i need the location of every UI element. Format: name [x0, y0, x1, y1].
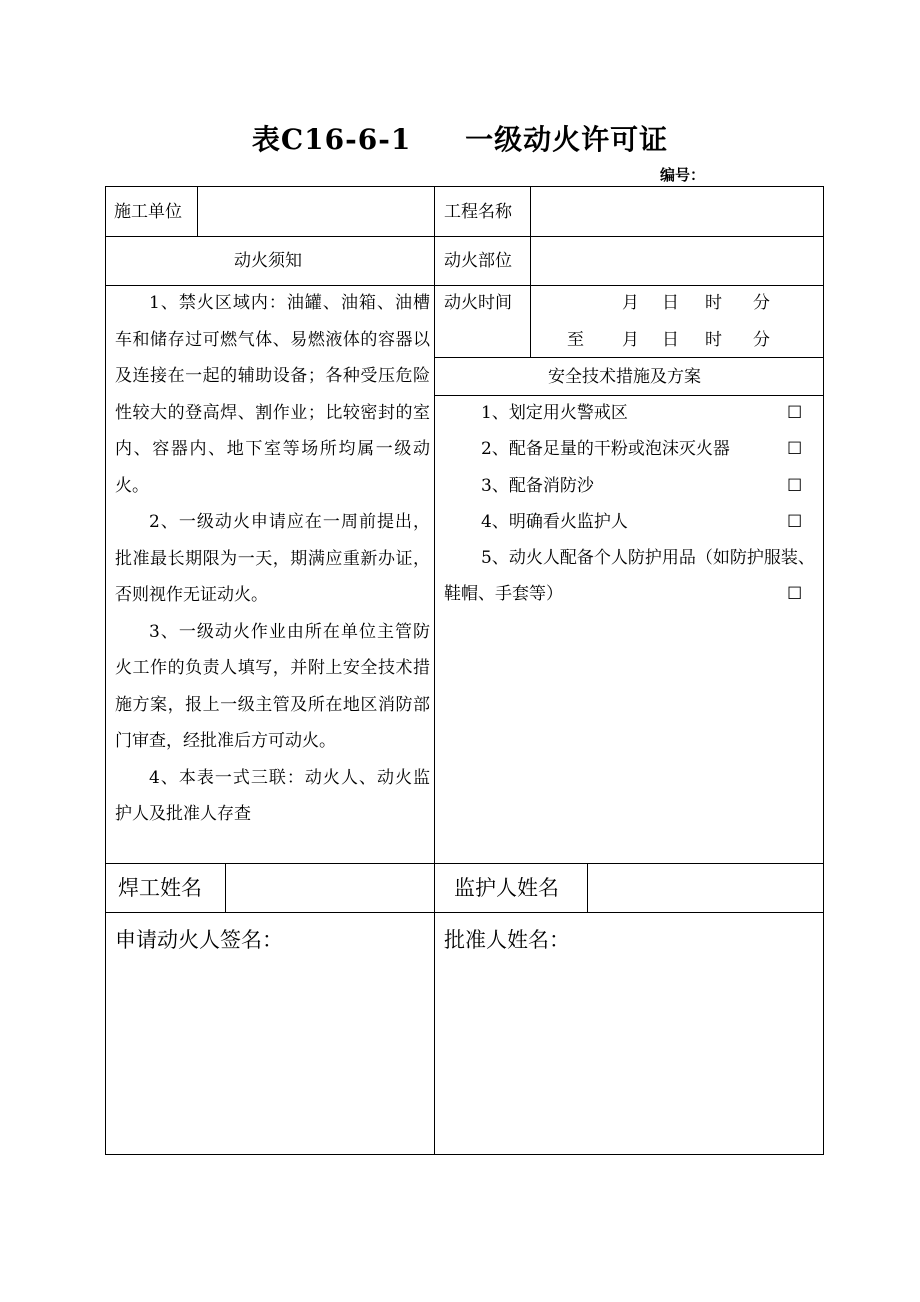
- column-divider-welder: [225, 863, 226, 912]
- fire-time-label: 动火时间: [444, 293, 512, 313]
- safety-item: 4、明确看火监护人: [481, 512, 628, 532]
- table-border-left: [105, 186, 106, 1155]
- row-divider-1: [105, 236, 824, 237]
- notice-paragraph: 3、一级动火作业由所在单位主管防火工作的负责人填写，并附上安全技术措施方案，报上一级主管及所在地区消防部门审查，经批准后方可动火。: [115, 621, 430, 751]
- time-to: 至: [567, 330, 584, 350]
- notice-paragraph: 1、禁火区域内：油罐、油箱、油槽车和储存过可燃气体、易燃液体的容器以及连接在一起的辅助设备；各种受压危险性较大的登高焊、割作业；比较密封的室内、容器内、地下室等场所均属一级动火。: [115, 293, 430, 496]
- time-minute: 分: [753, 293, 770, 313]
- fire-location-label: 动火部位: [444, 251, 512, 271]
- approver-name-label: 批准人姓名：: [444, 928, 570, 952]
- notice-paragraph: 4、本表一式三联：动火人、动火监护人及批准人存查: [115, 767, 430, 824]
- column-divider-unit: [197, 186, 198, 236]
- document-title: 表C16-6-1 一级动火许可证: [251, 123, 669, 156]
- safety-checkbox-1[interactable]: ☐: [787, 403, 803, 423]
- table-border-bottom: [105, 1154, 824, 1155]
- column-divider-guardian: [587, 863, 588, 912]
- project-name-label: 工程名称: [444, 202, 512, 222]
- row-divider-time: [434, 357, 824, 358]
- table-border-right: [823, 186, 824, 1155]
- safety-item: 鞋帽、手套等）: [444, 584, 563, 604]
- welder-name-label: 焊工姓名: [118, 876, 202, 900]
- applicant-signature-label: 申请动火人签名：: [115, 928, 283, 952]
- safety-item: 3、配备消防沙: [481, 476, 594, 496]
- time-end-day: 日: [662, 330, 679, 350]
- safety-checkbox-3[interactable]: ☐: [787, 476, 803, 496]
- column-divider-middle: [434, 186, 435, 1155]
- fire-notice-heading: 动火须知: [234, 251, 302, 271]
- safety-measures-heading: 安全技术措施及方案: [548, 367, 701, 387]
- time-hour: 时: [705, 293, 722, 313]
- safety-checkbox-4[interactable]: ☐: [787, 512, 803, 532]
- column-divider-right-label: [530, 186, 531, 357]
- row-divider-safety: [434, 395, 824, 396]
- safety-item: 1、划定用火警戒区: [481, 403, 628, 423]
- time-end-minute: 分: [753, 330, 770, 350]
- time-day: 日: [662, 293, 679, 313]
- safety-item: 5、动火人配备个人防护用品（如防护服装、: [481, 548, 815, 568]
- row-divider-3: [105, 863, 824, 864]
- notice-paragraph: 2、一级动火申请应在一周前提出，批准最长期限为一天，期满应重新办证，否则视作无证动火。: [115, 512, 430, 605]
- serial-number-label: 编号：: [660, 166, 706, 184]
- time-end-hour: 时: [705, 330, 722, 350]
- time-end-month: 月: [622, 330, 639, 350]
- safety-checkbox-2[interactable]: ☐: [787, 439, 803, 459]
- time-month: 月: [622, 293, 639, 313]
- guardian-name-label: 监护人姓名: [454, 876, 559, 900]
- construction-unit-label: 施工单位: [114, 202, 182, 222]
- safety-checkbox-5[interactable]: ☐: [787, 584, 803, 604]
- row-divider-4: [105, 912, 824, 913]
- table-border-top: [105, 186, 824, 187]
- fire-notice-text: [115, 285, 430, 833]
- safety-item: 2、配备足量的干粉或泡沫灭火器: [481, 439, 730, 459]
